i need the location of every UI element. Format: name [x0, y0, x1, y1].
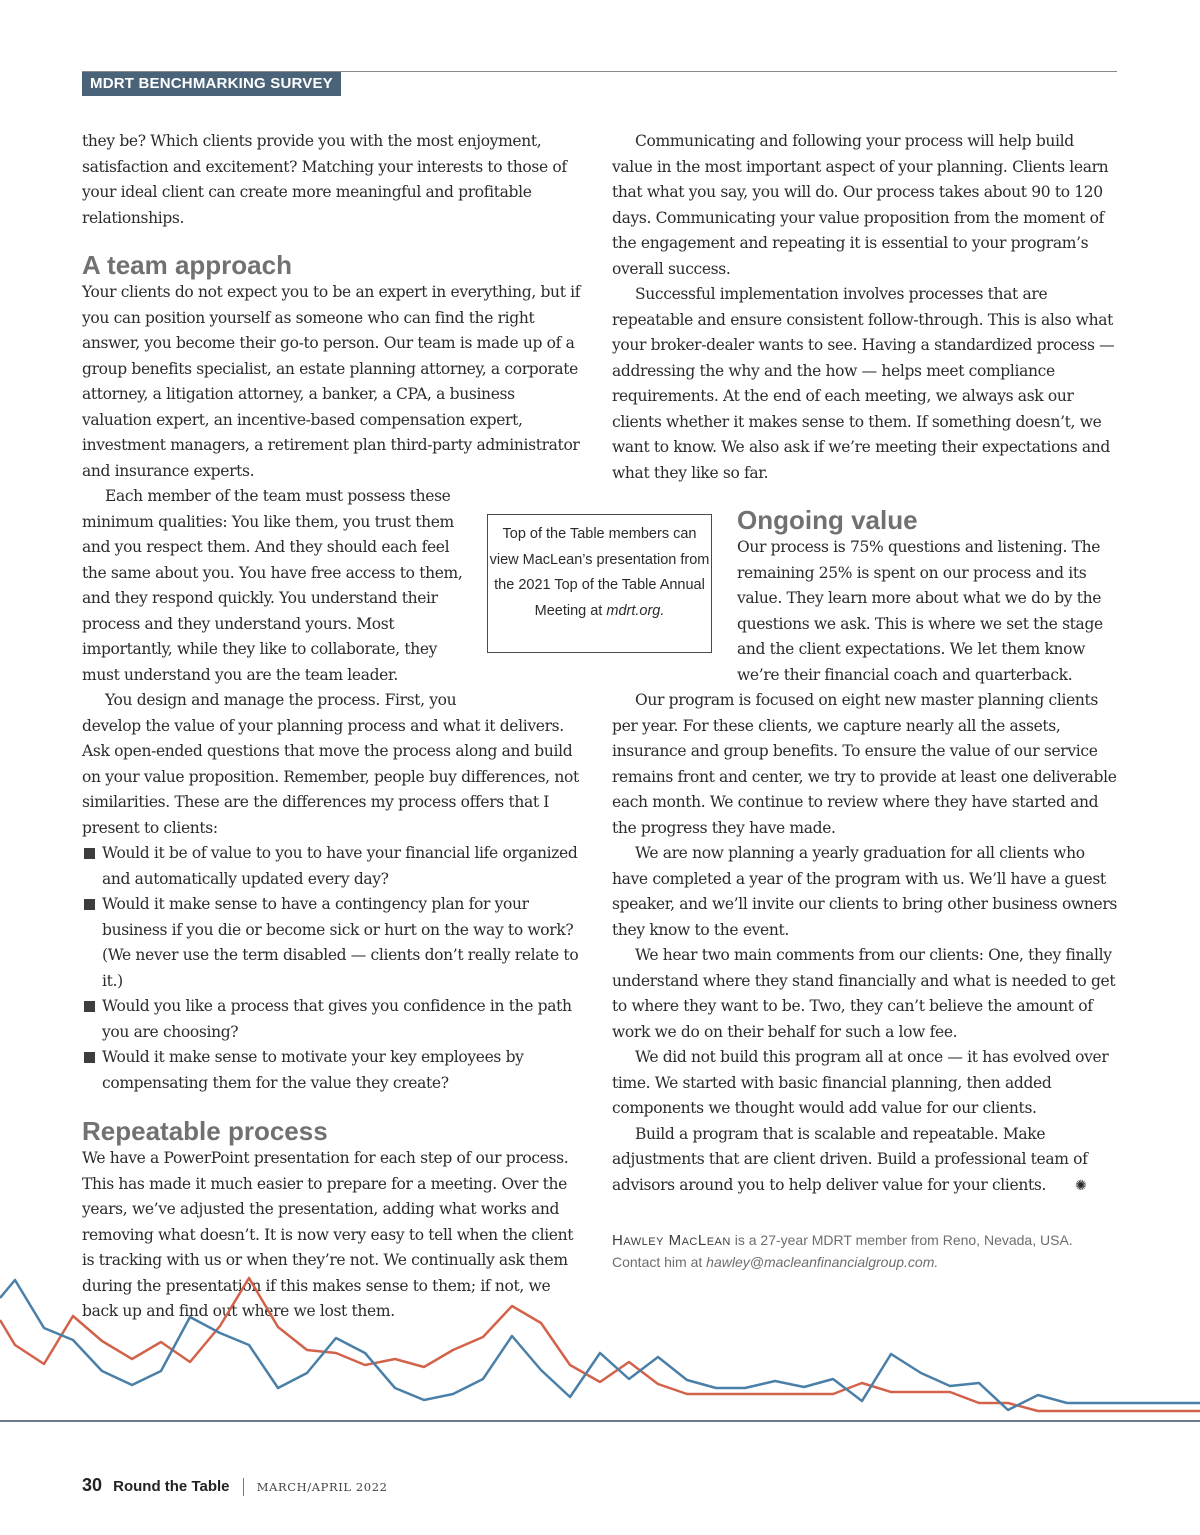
page-number: 30	[82, 1475, 103, 1495]
repeatable-paragraph: We have a PowerPoint presentation for each step of our process. This has made it much easier to prepare for a meeting. Over the years, we’ve adjusted the presentation, adding what works and removing what doesn’t. It is now very easy to tell when the client is tracking with us or when they’re not. We continually ask them during the presentation if this makes sense to them; if not, we back up and find out where we lost them.	[82, 1149, 574, 1320]
repeatable-process-heading: Repeatable process	[82, 1116, 328, 1146]
author-bio	[612, 1230, 1118, 1273]
author-description: is a 27-year MDRT member from Reno, Nevada, USA.	[734, 1232, 1073, 1248]
decorative-line-graphic	[0, 1270, 1200, 1430]
team-approach-heading: A team approach	[82, 250, 292, 280]
intro-paragraph: they be? Which clients provide you with the most enjoyment, satisfaction and excitement? Matching your interests to those of your ideal client can create more meaningful and profitable relationships.	[82, 132, 567, 227]
question-list	[82, 841, 588, 1096]
contact-prefix: Contact him at	[612, 1253, 703, 1270]
bullet-square-icon	[84, 1052, 95, 1063]
team-narrow-block	[82, 484, 464, 714]
list-item: Would it make sense to motivate your key employees by compensating them for the value they create?	[82, 1045, 588, 1096]
ongoing-narrow-block	[737, 505, 1118, 688]
blue-trend-line	[0, 1280, 1200, 1410]
bullet-square-icon	[84, 848, 95, 859]
ongoing-paragraph-4: We hear two main comments from our clients: One, they finally understand where they stand financially and what is needed to get to where they want to be. Two, they can’t believe the amount of work we do on their behalf for such a low fee.	[612, 946, 1116, 1041]
pull-quote-link[interactable]: mdrt.org.	[606, 602, 665, 619]
team-paragraph-3-start: You design and manage the process. First, you	[105, 691, 457, 709]
left-column	[82, 129, 588, 1325]
footer-divider	[243, 1478, 244, 1496]
right-paragraph-1: Communicating and following your process will help build value in the most important aspect of your planning. Clients learn that what you say, you will do. Our process takes about 90 to 120 days. Communicating your value proposition from the moment of the engagement and repeating it is essential to your program’s overall success.	[612, 132, 1109, 278]
author-name: Hawley MacLean	[612, 1232, 731, 1249]
list-item: Would you like a process that gives you confidence in the path you are choosing?	[82, 994, 588, 1045]
section-label: MDRT BENCHMARKING SURVEY	[82, 72, 341, 96]
end-mark-icon: ✺	[1075, 1177, 1087, 1194]
right-column	[612, 129, 1118, 1199]
list-item: Would it make sense to have a contingency plan for your business if you die or become sick or hurt on the way to work? (We never use the term disabled — clients don’t really relate to it.)	[82, 892, 588, 994]
red-trend-line	[0, 1278, 1200, 1411]
author-email-link[interactable]: hawley@macleanfinancialgroup.com.	[706, 1253, 939, 1270]
bullet-square-icon	[84, 899, 95, 910]
list-item: Would it be of value to you to have your financial life organized and automatically updated every day?	[82, 841, 588, 892]
right-paragraph-2: Successful implementation involves processes that are repeatable and ensure consistent follow-through. This is also what your broker-dealer wants to see. Having a standardized process — addressing the why and the how — helps meet compliance requirements. At the end of each meeting, we always ask our clients whether it makes sense to them. If something doesn’t, we want to know. We also ask if we’re meeting their expectations and what they like so far.	[612, 285, 1115, 482]
ongoing-paragraph-2: Our program is focused on eight new master planning clients per year. For these clients, we capture nearly all the assets, insurance and group benefits. To ensure the value of our service remains front and center, we try to provide at least one deliverable each month. We continue to review where they have started and the progress they have made.	[612, 691, 1117, 837]
ongoing-paragraph-6: Build a program that is scalable and repeatable. Make adjustments that are client driven. Build a professional team of advisors around you to help deliver value for your clients. ✺	[612, 1122, 1118, 1200]
magazine-title: Round the Table	[113, 1478, 230, 1495]
pull-quote-text: Top of the Table members can view MacLean’s presentation from the 2021 Top of the Table Annual Meeting at	[489, 526, 710, 619]
ongoing-paragraph-1: Our process is 75% questions and listening. The remaining 25% is spent on our process and its value. They learn more about what we do by the questions we ask. This is where we set the stage and the client expectations. We let them know we’re their financial coach and quarterback.	[737, 538, 1103, 684]
issue-date: MARCH/APRIL 2022	[256, 1480, 388, 1494]
page-footer	[82, 1473, 388, 1497]
ongoing-paragraph-5: We did not build this program all at once — it has evolved over time. We started with basic financial planning, then added components we thought would add value for our clients.	[612, 1048, 1109, 1117]
team-paragraph-1: Your clients do not expect you to be an expert in everything, but if you can position yourself as someone who can find the right answer, you become their go-to person. Our team is made up of a group benefits specialist, an estate planning attorney, a corporate attorney, a litigation attorney, a banker, a CPA, a business valuation expert, an incentive-based compensation expert, investment managers, a retirement plan third-party administrator and insurance experts.	[82, 283, 581, 480]
team-paragraph-3-cont: develop the value of your planning process and what it delivers. Ask open-ended questions that move the process along and build on your value proposition. Remember, people buy differences, not similarities. These are the differences my process offers that I present to clients:	[82, 716, 579, 837]
ongoing-value-heading: Ongoing value	[737, 505, 918, 535]
bullet-square-icon	[84, 1001, 95, 1012]
ongoing-paragraph-3: We are now planning a yearly graduation for all clients who have completed a year of the program with us. We’ll have a guest speaker, and we’ll invite our clients to bring other business owners they know to the event.	[612, 844, 1117, 939]
team-paragraph-2: Each member of the team must possess these minimum qualities: You like them, you trust them and you respect them. And they should each feel the same about you. You have free access to them, and they respond quickly. You understand their process and they understand yours. Most importantly, while they like to collaborate, they must understand you are the team leader.	[82, 487, 463, 684]
